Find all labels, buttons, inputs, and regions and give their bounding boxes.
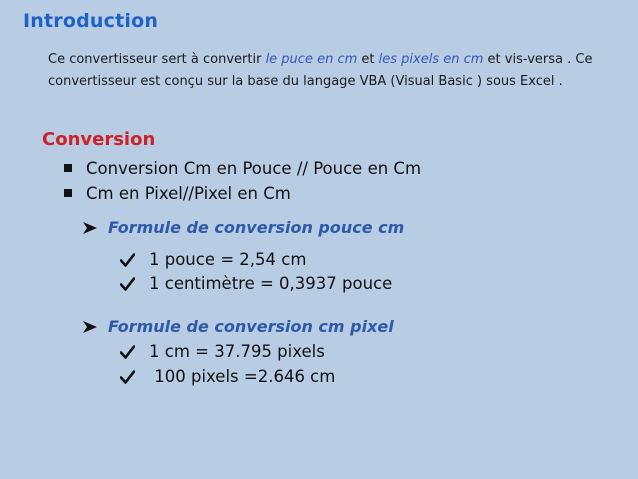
slide-title: Introduction	[23, 10, 159, 32]
intro-text: et vis-versa . Ce convertisseur est conçu sur la base du langage VBA (Visual Basic ) sous Excel .	[48, 52, 593, 89]
formula-item	[120, 342, 325, 361]
formula-heading-text: Formule de conversion pouce cm	[108, 218, 405, 237]
bullet-item	[64, 159, 421, 178]
formula-heading	[82, 218, 404, 237]
formula-item	[120, 274, 392, 293]
checkmark-icon	[120, 370, 135, 384]
formula-item	[120, 367, 335, 386]
bullet-text: Conversion Cm en Pouce // Pouce en Cm	[86, 159, 422, 178]
arrow-bullet-icon	[82, 220, 98, 236]
bullet-item	[64, 184, 291, 203]
formula-item-text: 1 centimètre = 0,3937 pouce	[149, 274, 393, 293]
intro-emphasis: les pixels en cm	[378, 52, 484, 67]
formula-item-text: 1 cm = 37.795 pixels	[149, 342, 325, 361]
formula-heading	[82, 317, 394, 336]
intro-emphasis: le puce en cm	[265, 52, 358, 67]
arrow-bullet-icon	[82, 319, 98, 335]
formula-item-text: 100 pixels =2.646 cm	[149, 367, 336, 386]
square-bullet-icon	[64, 189, 72, 197]
checkmark-icon	[120, 345, 135, 359]
formula-heading-text: Formule de conversion cm pixel	[108, 317, 394, 336]
square-bullet-icon	[64, 164, 72, 172]
intro-paragraph	[48, 49, 633, 93]
intro-text: et	[357, 52, 379, 67]
bullet-text: Cm en Pixel//Pixel en Cm	[86, 184, 291, 203]
section-title: Conversion	[42, 129, 156, 150]
formula-item	[120, 250, 306, 269]
intro-text: Ce convertisseur sert à convertir	[48, 52, 266, 67]
formula-item-text: 1 pouce = 2,54 cm	[149, 250, 307, 269]
checkmark-icon	[120, 253, 135, 267]
checkmark-icon	[120, 277, 135, 291]
